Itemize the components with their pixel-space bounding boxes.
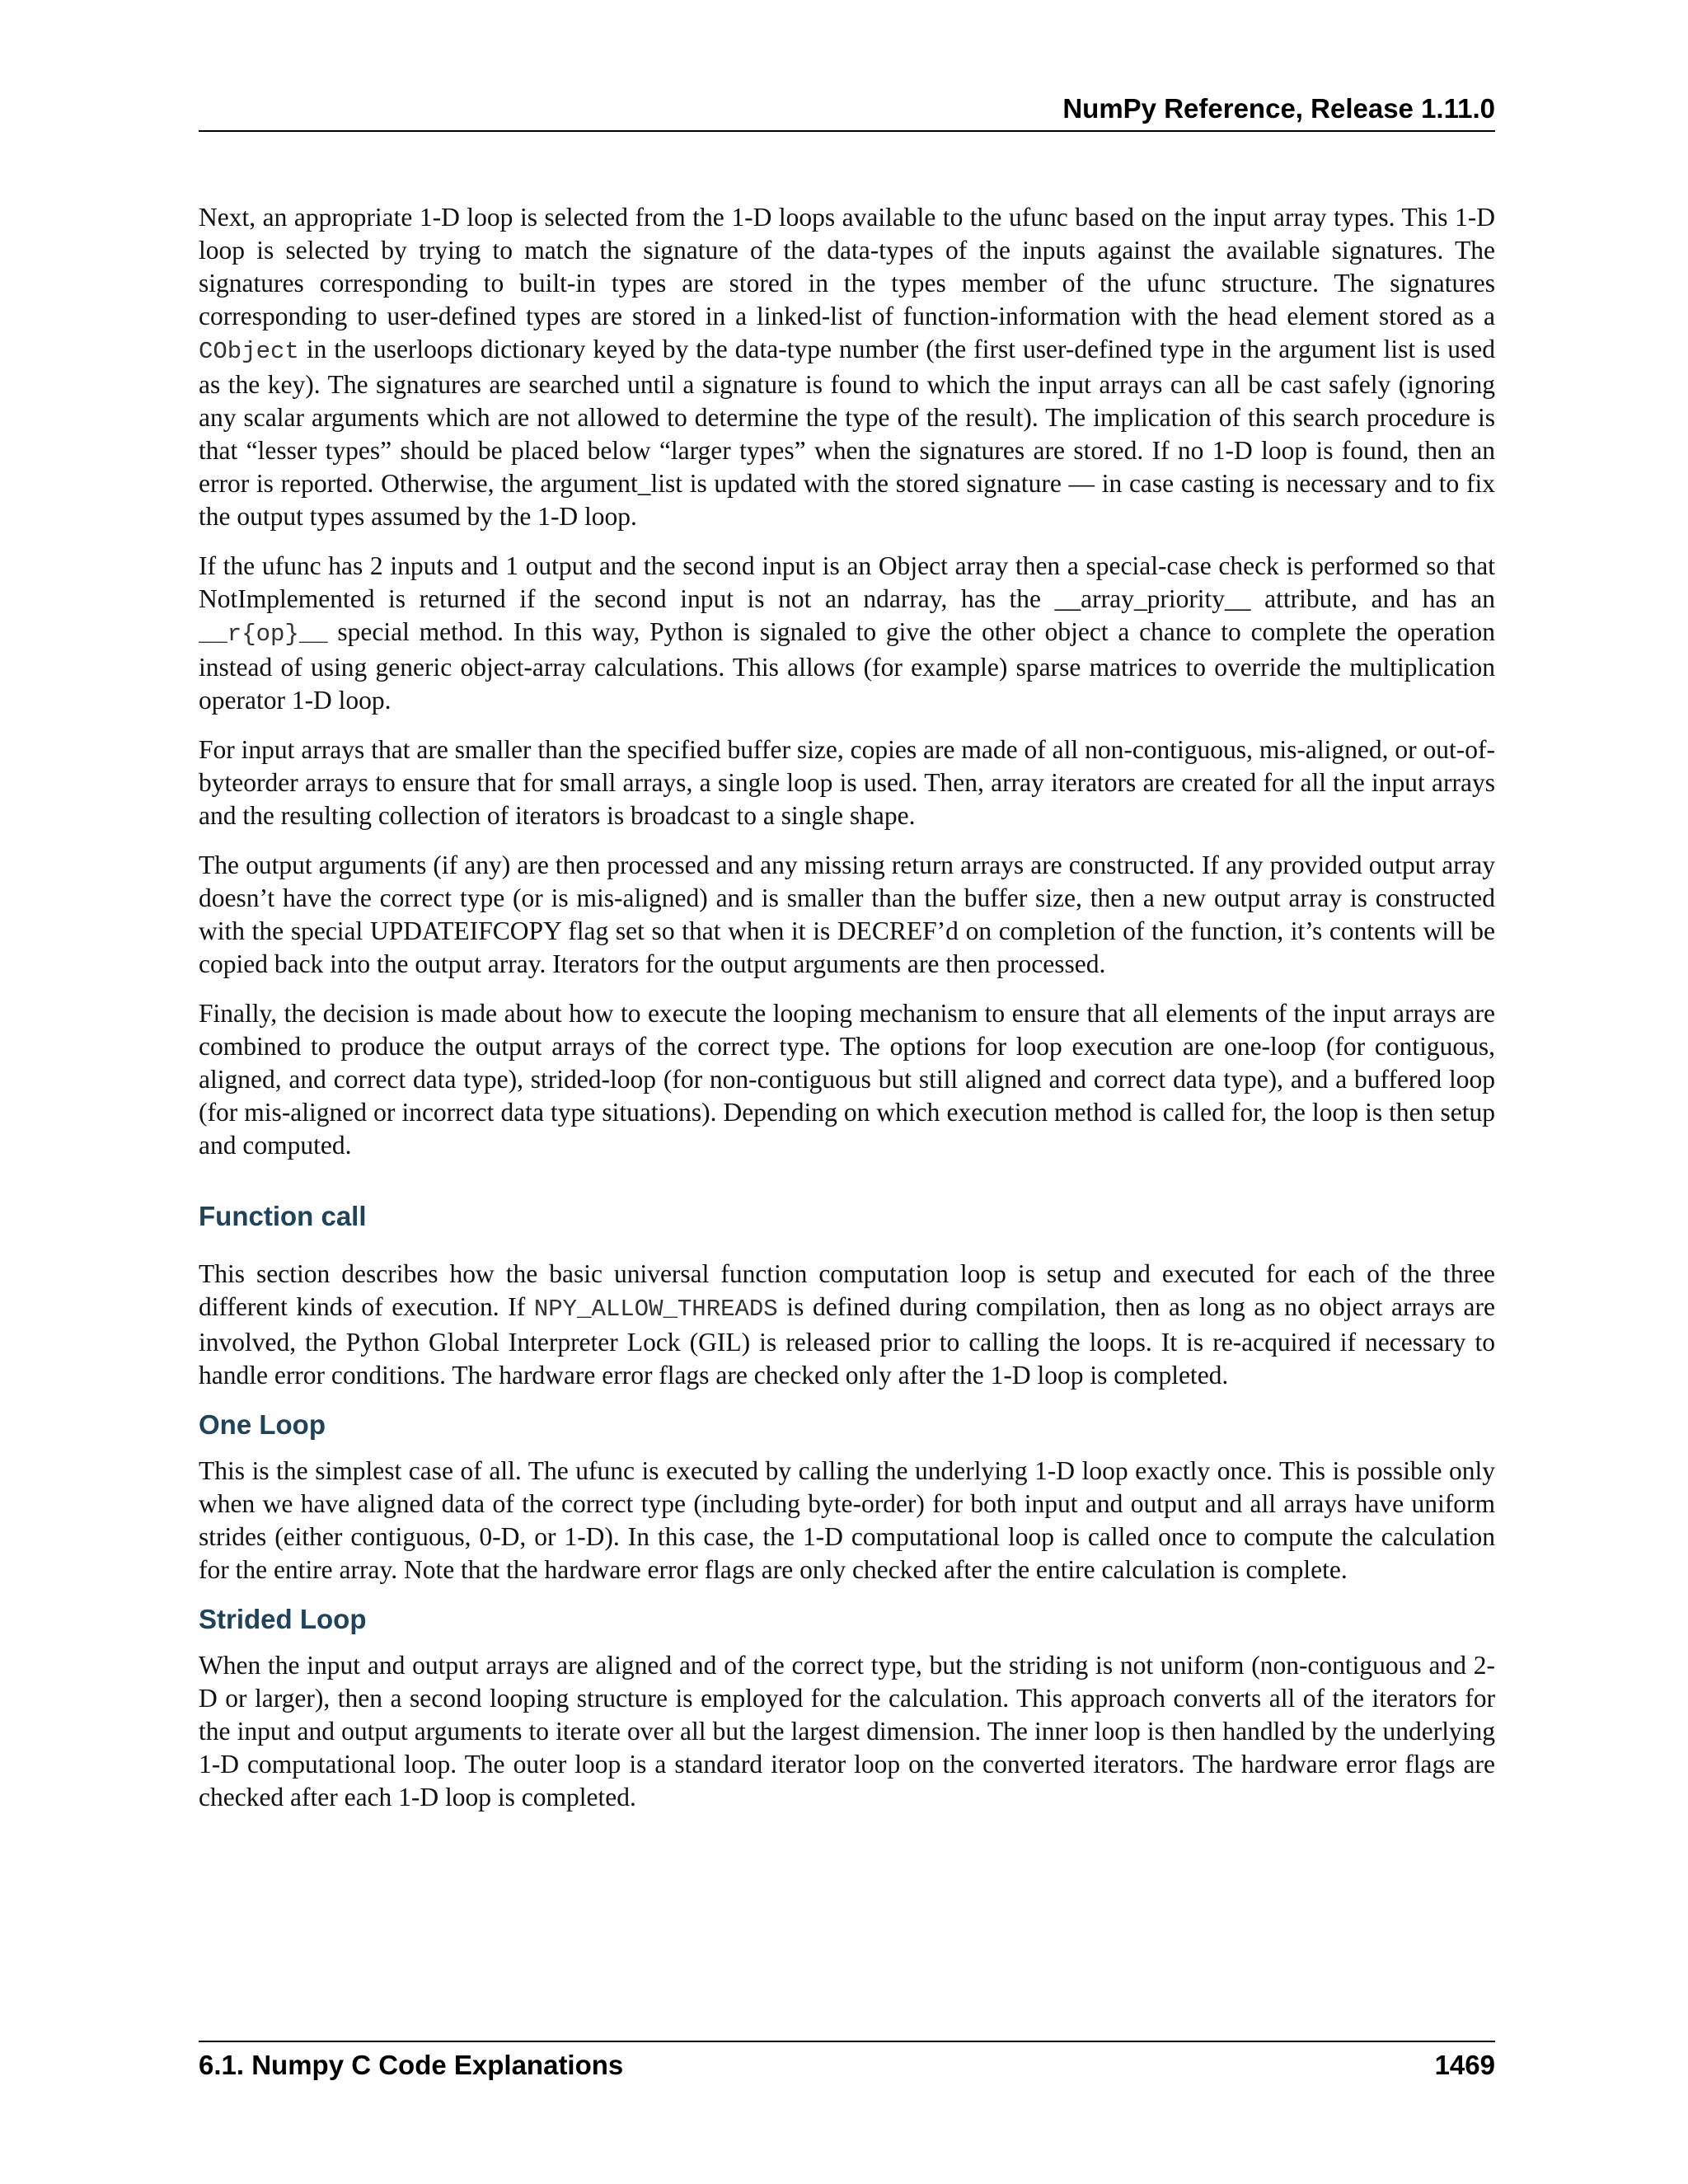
paragraph-one-loop: This is the simplest case of all. The ufunc is executed by calling the underlying 1-D loop exactly once. This is possible only when we have aligned data of the correct type (including byte-order) for both input and output and all arrays have uniform strides (either contiguous, 0-D, or 1-D). In this case, the 1-D computational loop is called once to compute the calculation for the entire array. Note that the hardware error flags are only checked after the entire calculation is complete. [199, 1456, 1495, 1584]
paragraph-loop-selection: Next, an appropriate 1-D loop is selected from the 1-D loops available to the ufunc based on the input array types. This 1-D loop is selected by trying to match the signature of the data-types of the inputs against the available signatures. The signatures corresponding to built-in types are stored in the types member of the ufunc structure. The signatures corresponding to user-defined types are stored in a linked-list of function-information with the head element stored as a CObject in the userloops dictionary keyed by the data-type number (the first user-defined type in the argument list is used as the key). The signatures are searched until a signature is found to which the input arrays can all be cast safely (ignoring any scalar arguments which are not allowed to determine the type of the result). The implication of this search procedure is that “lesser types” should be placed below “larger types” when the signatures are stored. If no 1-D loop is found, then an error is reported. Otherwise, the argument_list is updated with the stored signature — in case casting is necessary and to fix the output types assumed by the 1-D loop. [199, 203, 1495, 531]
paragraph-loop-execution: Finally, the decision is made about how to execute the looping mechanism to ensure that all elements of the input arrays are combined to produce the output arrays of the correct type. The options for loop execution are one-loop (for contiguous, aligned, and correct data type), strided-loop (for non-contiguous but still aligned and correct data type), and a buffered loop (for mis-aligned or incorrect data type situations). Depending on which execution method is called for, the loop is then setup and computed. [199, 999, 1495, 1160]
running-header: NumPy Reference, Release 1.11.0 [1062, 93, 1495, 124]
paragraph-function-call: This section describes how the basic universal function computation loop is setup and executed for each of the three different kinds of execution. If NPY_ALLOW_THREADS is defined during compilation, then as long as no object arrays are involved, the Python Global Interpreter Lock (GIL) is released prior to calling the loops. It is re-acquired if necessary to handle error conditions. The hardware error flags are checked only after the 1-D loop is completed. [199, 1259, 1495, 1390]
header-rule [199, 130, 1495, 132]
paragraph-output-arguments: The output arguments (if any) are then processed and any missing return arrays are constructed. If any provided output array doesn’t have the correct type (or is mis-aligned) and is smaller than the buffer size, then a new output array is constructed with the special UPDATEIFCOPY flag set so that when it is DECREF’d on completion of the function, it’s contents will be copied back into the output array. Iterators for the output arguments are then processed. [199, 851, 1495, 978]
heading-strided-loop: Strided Loop [199, 1604, 367, 1634]
page-body [199, 201, 1495, 1830]
page-number: 1469 [1434, 2050, 1495, 2080]
heading-function-call: Function call [199, 1201, 367, 1231]
footer-rule [199, 2041, 1495, 2042]
footer-section-label: 6.1. Numpy C Code Explanations [199, 2050, 624, 2080]
heading-one-loop: One Loop [199, 1409, 326, 1440]
inline-code-npy-allow-threads: NPY_ALLOW_THREADS [533, 1296, 778, 1323]
inline-code-rop: __r{op}__ [199, 621, 328, 648]
paragraph-strided-loop: When the input and output arrays are aligned and of the correct type, but the striding is not uniform (non-contiguous and 2-D or larger), then a second looping structure is employed for the calculation. This approach converts all of the iterators for the input and output arguments to iterate over all but the largest dimension. The inner loop is then handled by the underlying 1-D computational loop. The outer loop is a standard iterator loop on the converted iterators. The hardware error flags are checked after each 1-D loop is completed. [199, 1651, 1495, 1811]
paragraph-buffer-copies: For input arrays that are smaller than the specified buffer size, copies are made of all non-contiguous, mis-aligned, or out-of- byteorder arrays to ensure that for small arrays, a single loop is used. Then, array iterators are created for all the input arrays and the resulting collection of iterators is broadcast to a single shape. [199, 735, 1495, 830]
paragraph-object-array-special-case: If the ufunc has 2 inputs and 1 output and the second input is an Object array then a special-case check is performed so that NotImplemented is returned if the second input is not an ndarray, has the __array_priority__ attribute, and has an __r{op}__ special method. In this way, Python is signaled to give the other object a chance to complete the operation instead of using generic object-array calculations. This allows (for example) sparse matrices to override the multiplication operator 1-D loop. [199, 551, 1495, 715]
inline-code-cobject: CObject [199, 338, 299, 365]
document-page [199, 0, 1495, 2184]
